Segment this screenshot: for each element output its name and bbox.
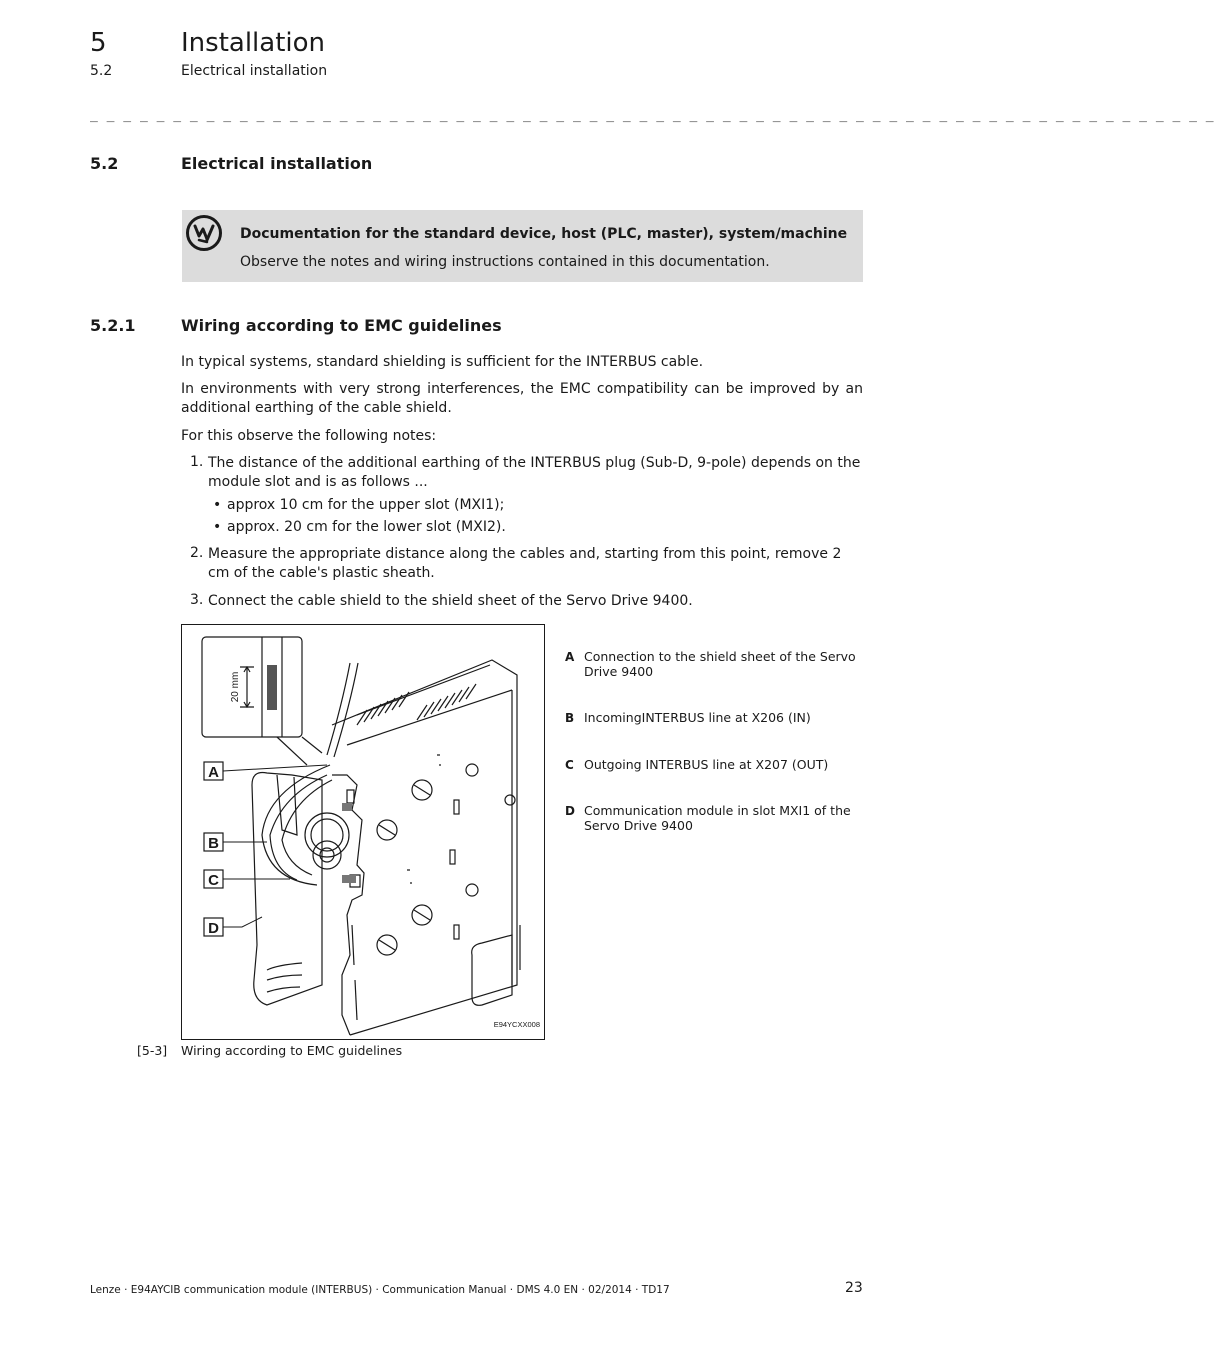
paragraph-emc: In environments with very strong interferences, the EMC compatibility can be improved by an additional earthing of the cable shield. <box>181 381 863 416</box>
subsection-number: 5.2.1 <box>90 316 136 335</box>
subsection-title: Wiring according to EMC guidelines <box>181 316 502 335</box>
legend-text: Communication module in slot MXI1 of the Servo Drive 9400 <box>584 803 851 833</box>
note-text: Observe the notes and wiring instructions contained in this documentation. <box>240 254 770 270</box>
footer-text: Lenze · E94AYCIB communication module (INTERBUS) · Communication Manual · DMS 4.0 EN · 02/2014 · TD17 <box>90 1284 670 1296</box>
chapter-number: 5 <box>90 28 107 58</box>
header-dashed-rule: _ _ _ _ _ _ _ _ _ _ _ _ _ _ _ _ _ _ _ _ _ _ _ _ _ _ _ _ _ _ _ _ _ _ _ _ _ _ _ _ _ _ _ _ _ _ _ _ _ _ _ _ _ _ _ _ _ _ _ _ _ _ _ _ _ _ _ _ <box>90 108 1214 123</box>
page-number: 23 <box>845 1280 863 1296</box>
header-section-number: 5.2 <box>90 63 113 79</box>
bullet-text: approx. 20 cm for the lower slot (MXI2). <box>227 519 506 535</box>
section-number: 5.2 <box>90 154 119 173</box>
step-number: 1. <box>190 454 204 470</box>
note-title: Documentation for the standard device, host (PLC, master), system/machine <box>240 226 848 242</box>
step-text: The distance of the additional earthing of the INTERBUS plug (Sub-D, 9-pole) depends on the module slot and is as follows ... <box>208 455 861 490</box>
step-text: Connect the cable shield to the shield sheet of the Servo Drive 9400. <box>208 593 693 609</box>
figure-caption-number: [5-3] <box>137 1043 168 1058</box>
legend-key: C <box>565 758 574 772</box>
bullet-marker: • <box>213 519 222 535</box>
legend-key: B <box>565 711 575 725</box>
figure-label-c: C <box>208 872 219 889</box>
chapter-title: Installation <box>181 28 326 58</box>
paragraph-shielding: In typical systems, standard shielding is sufficient for the INTERBUS cable. <box>181 354 704 370</box>
step-number: 3. <box>190 592 204 608</box>
wiring-figure <box>181 624 545 1040</box>
legend-text: Connection to the shield sheet of the Servo Drive 9400 <box>584 649 856 679</box>
figure-caption-text: Wiring according to EMC guidelines <box>181 1043 403 1058</box>
figure-code: E94YCXX008 <box>493 1020 540 1029</box>
figure-label-b: B <box>208 835 219 852</box>
figure-dimension: 20 mm <box>230 671 241 703</box>
legend-text: IncomingINTERBUS line at X206 (IN) <box>584 710 811 725</box>
wiring-illustration <box>182 625 544 1039</box>
bullet-text: approx 10 cm for the upper slot (MXI1); <box>227 497 505 513</box>
section-title: Electrical installation <box>181 154 373 173</box>
step-number: 2. <box>190 545 204 561</box>
bullet-marker: • <box>213 497 222 513</box>
documentation-note-box <box>182 210 863 282</box>
legend-text: Outgoing INTERBUS line at X207 (OUT) <box>584 757 829 772</box>
documentation-note-icon <box>185 214 223 252</box>
figure-label-d: D <box>208 920 219 937</box>
header-section-title: Electrical installation <box>181 63 328 79</box>
step-text: Measure the appropriate distance along the cables and, starting from this point, remove 2 cm of the cable's plastic sheath. <box>208 546 842 581</box>
figure-label-a: A <box>208 764 219 781</box>
legend-key: D <box>565 804 575 818</box>
paragraph-notes-intro: For this observe the following notes: <box>181 428 437 444</box>
legend-key: A <box>565 650 575 664</box>
